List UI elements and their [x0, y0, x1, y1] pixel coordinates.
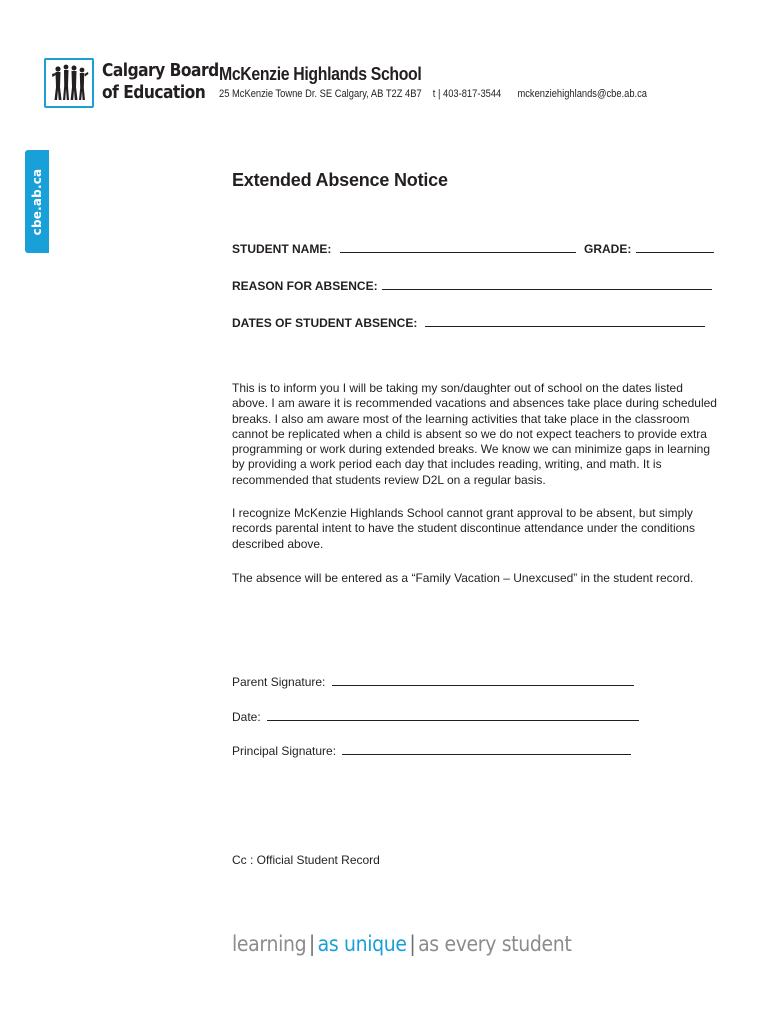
cc-line: Cc : Official Student Record [232, 853, 380, 867]
school-name: McKenzie Highlands School [219, 64, 422, 84]
page-title: Extended Absence Notice [232, 170, 448, 190]
tagline-as-unique: as unique [317, 932, 407, 956]
student-name-row [232, 241, 576, 256]
principal-signature-field[interactable] [342, 743, 631, 755]
parent-signature-row [232, 674, 634, 689]
date-row [232, 709, 639, 724]
notice-paragraph-1: This is to inform you I will be taking my son/daughter out of school on the dates listed above. I am aware it is recommended vacations and absences take place during scheduled breaks. I also am aware most of the learning activities that take place in the classroom cannot be replicated when a child is absent so we do not expect teachers to provide extra programming or work during extended breaks. We know we can minimize gaps in learning by providing a work period each day that includes reading, writing, and math. It is recommended that students review D2L on a regular basis. [232, 381, 717, 487]
reason-field[interactable] [382, 278, 712, 290]
student-name-field[interactable] [340, 241, 576, 253]
school-email: mckenziehighlands@cbe.ab.ca [517, 88, 648, 100]
school-phone: t | 403-817-3544 [432, 88, 502, 100]
reason-row [232, 278, 712, 293]
notice-paragraph-3: The absence will be entered as a “Family Vacation – Unexcused” in the student record. [232, 571, 694, 585]
tagline-as-every-student: as every student [418, 932, 572, 956]
logo-line-2: of Education [102, 82, 206, 103]
logo-wordmark [102, 60, 219, 104]
website-side-tab [25, 150, 49, 253]
notice-paragraph-2: I recognize McKenzie Highlands School cannot grant approval to be absent, but simply records parental intent to have the student discontinue attendance under the conditions described above. [232, 506, 695, 551]
grade-field[interactable] [636, 241, 714, 253]
parent-signature-field[interactable] [332, 674, 634, 686]
website-label: cbe.ab.ca [30, 168, 44, 235]
tagline-divider: | [308, 932, 315, 956]
dates-label: DATES OF STUDENT ABSENCE: [232, 316, 418, 330]
tagline-learning: learning [232, 932, 307, 956]
school-address: 25 McKenzie Towne Dr. SE Calgary, AB T2Z 4B7 [219, 88, 422, 100]
dates-field[interactable] [425, 315, 705, 327]
principal-signature-label: Principal Signature: [232, 744, 337, 758]
school-contact-line [219, 88, 656, 100]
grade-label: GRADE: [584, 242, 632, 256]
parent-signature-label: Parent Signature: [232, 675, 326, 689]
date-label: Date: [232, 710, 261, 724]
logo-line-1: Calgary Board [102, 60, 219, 81]
cbe-logo-icon [44, 58, 94, 108]
student-name-label: STUDENT NAME: [232, 242, 332, 256]
footer-tagline [232, 932, 571, 956]
reason-label: REASON FOR ABSENCE: [232, 279, 378, 293]
date-field[interactable] [267, 709, 639, 721]
principal-signature-row [232, 743, 631, 758]
dates-row [232, 315, 705, 330]
grade-row [584, 241, 714, 256]
tagline-divider: | [409, 932, 416, 956]
